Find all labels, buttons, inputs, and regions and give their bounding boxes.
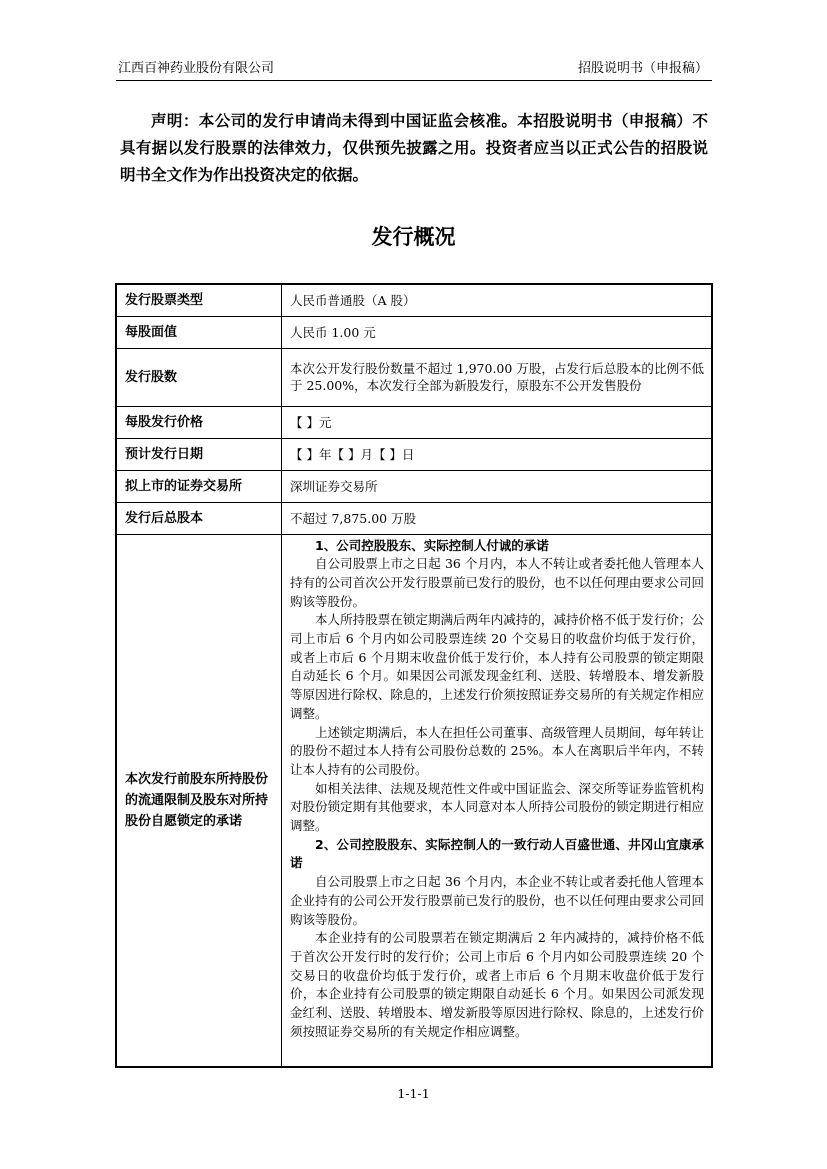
- table-row: [116, 284, 712, 316]
- page-number: 1-1-1: [397, 1086, 430, 1101]
- row-value: 不超过 7,875.00 万股: [282, 502, 713, 534]
- section-title: 发行概况: [371, 225, 456, 249]
- commitment-paragraph: 上述锁定期满后，本人在担任公司董事、高级管理人员期间，每年转让的股份不超过本人持有公司股份总数的 25%。本人在离职后半年内，不转让本人持有的公司股份。: [290, 724, 704, 777]
- commitment-paragraph: 自公司股票上市之日起 36 个月内，本企业不转让或者委托他人管理本企业持有的公司公开发行股票前已发行的股份，也不以任何理由要求公司回购该等股份。: [290, 874, 704, 927]
- row-value: 【 】元: [282, 406, 713, 438]
- row-value: 深圳证券交易所: [282, 470, 713, 502]
- declaration-statement: 声明：本公司的发行申请尚未得到中国证监会核准。本招股说明书（申报稿）不具有据以发行股票的法律效力，仅供预先披露之用。投资者应当以正式公告的招股说明书全文作为作出投资决定的依据。: [120, 112, 708, 184]
- table-row: [116, 316, 712, 348]
- offering-summary-table: [115, 283, 713, 1068]
- document-title: 招股说明书（申报稿）: [577, 61, 708, 76]
- commitments-content: [282, 534, 713, 1067]
- commitments-label: 本次发行前股东所持股份的流通限制及股东对所持股份自愿锁定的承诺: [116, 534, 282, 1067]
- row-value: 人民币普通股（A 股）: [282, 284, 713, 316]
- table-row: [116, 348, 712, 406]
- table-row: [116, 406, 712, 438]
- commitment-section-title: 1、公司控股股东、实际控制人付诚的承诺: [315, 537, 549, 553]
- table-row: [116, 502, 712, 534]
- row-value: 【 】年【 】月【 】日: [282, 438, 713, 470]
- row-label: 发行股数: [116, 348, 282, 406]
- table-row: [116, 438, 712, 470]
- commitment-paragraph: 本人所持股票在锁定期满后两年内减持的，减持价格不低于发行价；公司上市后 6 个月内如公司股票连续 20 个交易日的收盘价均低于发行价，或者上市后 6 个月期末收盘价低于发行价，本人持有公司股票的锁定期限自动延长 6 个月。如果因公司派发现金红利、送股、转增股本、增发新股等原因进行除权、除息的，上述发行价须按照证券交易所的有关规定作相应调整。: [290, 612, 704, 721]
- company-name: 江西百神药业股份有限公司: [118, 61, 275, 76]
- commitment-paragraph: 本企业持有的公司股票若在锁定期满后 2 年内减持的，减持价格不低于首次公开发行时的发行价；公司上市后 6 个月内如公司股票连续 20 个交易日的收盘价均低于发行价，或者上市后 6 个月期末收盘价低于发行价，本企业持有公司股票的锁定期限自动延长 6 个月。如果因公司派发现金红利、送股、转增股本、增发新股等原因进行除权、除息的，上述发行价须按照证券交易所的有关规定作相应调整。: [290, 930, 704, 1039]
- row-label: 发行后总股本: [116, 502, 282, 534]
- table-row: [116, 470, 712, 502]
- commitment-paragraph: 如相关法律、法规及规范性文件或中国证监会、深交所等证券监管机构对股份锁定期有其他要求，本人同意对本人所持公司股份的锁定期进行相应调整。: [290, 780, 704, 834]
- commitment-paragraph: 自公司股票上市之日起 36 个月内，本人不转让或者委托他人管理本人持有的公司首次公开发行股票前已发行的股份，也不以任何理由要求公司回购该等股份。: [290, 556, 704, 609]
- row-value: 人民币 1.00 元: [282, 316, 713, 348]
- row-label: 每股面值: [116, 316, 282, 348]
- page-header: [116, 58, 712, 81]
- row-label: 预计发行日期: [116, 438, 282, 470]
- row-value: 本次公开发行股份数量不超过 1,970.00 万股，占发行后总股本的比例不低于 25.00%，本次发行全部为新股发行，原股东不公开发售股份: [282, 348, 713, 406]
- row-label: 拟上市的证券交易所: [116, 470, 282, 502]
- commitment-section-title: 2、公司控股股东、实际控制人的一致行动人百盛世通、井冈山宜康承诺: [290, 836, 704, 871]
- row-label: 发行股票类型: [116, 284, 282, 316]
- row-label: 每股发行价格: [116, 406, 282, 438]
- table-row-commitments: [116, 534, 712, 1067]
